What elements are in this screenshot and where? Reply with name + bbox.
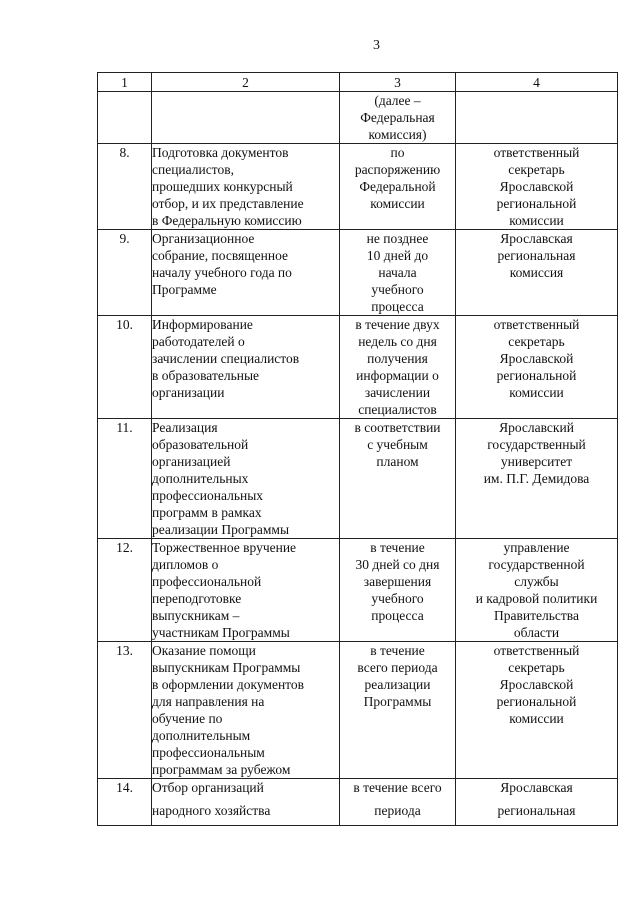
responsible-line: ответственный	[493, 643, 580, 658]
responsible-cell	[456, 230, 618, 316]
term-line: в соответствии	[354, 420, 441, 435]
term-line: зачислении	[364, 385, 431, 400]
action-line: реализации Программы	[152, 522, 290, 537]
action-cell	[152, 316, 340, 419]
term-line: в течение всего	[353, 780, 442, 795]
action-line: профессиональных	[152, 488, 264, 503]
term-line: в течение	[370, 540, 425, 555]
action-line: Программе	[152, 282, 217, 297]
action-line: дипломов о	[152, 557, 219, 572]
term-cell	[340, 316, 456, 419]
column-number-3: 3	[340, 73, 456, 92]
term-line: 10 дней до	[366, 248, 429, 263]
responsible-line: государственный	[487, 437, 586, 452]
term-line: недель со дня	[358, 334, 437, 349]
action-cell	[152, 779, 340, 826]
term-line: 30 дней со дня	[355, 557, 440, 572]
responsible-line: региональная	[497, 803, 576, 818]
term-line: в течение двух	[355, 317, 440, 332]
responsible-cell	[456, 144, 618, 230]
responsible-cell	[456, 92, 618, 144]
action-line: программ в рамках	[152, 505, 262, 520]
action-line: началу учебного года по	[152, 265, 292, 280]
term-line: информации о	[356, 368, 439, 383]
action-line: Оказание помощи	[152, 643, 256, 658]
action-line: Торжественное вручение	[152, 540, 297, 555]
term-cell	[340, 539, 456, 642]
term-line: не позднее	[366, 231, 429, 246]
action-line: собрание, посвященное	[152, 248, 288, 263]
action-cell	[152, 539, 340, 642]
responsible-line: и кадровой политики	[475, 591, 598, 606]
table-row	[98, 642, 618, 779]
action-line: Организационное	[152, 231, 255, 246]
responsible-line: области	[513, 625, 560, 640]
column-number-1: 1	[98, 73, 152, 92]
table-row	[98, 230, 618, 316]
column-number-row	[98, 73, 618, 92]
responsible-cell	[456, 779, 618, 826]
responsible-cell	[456, 419, 618, 539]
page-number: 3	[373, 38, 380, 53]
action-cell	[152, 92, 340, 144]
action-line: дополнительных	[152, 471, 249, 486]
action-cell	[152, 230, 340, 316]
term-line: завершения	[363, 574, 432, 589]
column-number-2: 2	[152, 73, 340, 92]
row-number: 12.	[116, 540, 133, 555]
term-line: комиссии	[370, 196, 425, 211]
action-line: Подготовка документов	[152, 145, 289, 160]
term-line: в течение	[370, 643, 425, 658]
responsible-cell	[456, 316, 618, 419]
responsible-line: государственной	[488, 557, 585, 572]
action-line: для направления на	[152, 694, 265, 709]
row-number-cell	[98, 539, 152, 642]
table-row	[98, 92, 618, 144]
row-number-cell	[98, 144, 152, 230]
term-line: процесса	[371, 299, 424, 314]
term-cell	[340, 92, 456, 144]
table-row	[98, 419, 618, 539]
action-line: выпускникам Программы	[152, 660, 301, 675]
responsible-line: Ярославской	[499, 179, 574, 194]
action-line: обучение по	[152, 711, 223, 726]
term-line: специалистов	[358, 402, 437, 417]
schedule-table	[97, 72, 618, 826]
term-line: по	[390, 145, 405, 160]
term-cell	[340, 419, 456, 539]
row-number: 8.	[119, 145, 130, 160]
action-line: Реализация	[152, 420, 218, 435]
term-line: процесса	[371, 608, 424, 623]
term-cell	[340, 779, 456, 826]
row-number-cell	[98, 779, 152, 826]
table-row	[98, 316, 618, 419]
action-line: народного хозяйства	[152, 803, 271, 818]
row-number: 10.	[116, 317, 133, 332]
responsible-line: комиссии	[509, 385, 564, 400]
responsible-line: службы	[514, 574, 559, 589]
term-line: планом	[376, 454, 419, 469]
term-line: распоряжению	[354, 162, 441, 177]
term-cell	[340, 642, 456, 779]
action-line: специалистов,	[152, 162, 234, 177]
action-line: профессиональной	[152, 574, 262, 589]
responsible-line: ответственный	[493, 317, 580, 332]
responsible-line: Ярославская	[500, 780, 573, 795]
action-line: Отбор организаций	[152, 780, 264, 795]
table-row	[98, 539, 618, 642]
table-row	[98, 144, 618, 230]
term-line: периода	[374, 803, 421, 818]
action-line: работодателей о	[152, 334, 245, 349]
action-line: зачислении специалистов	[152, 351, 300, 366]
action-line: дополнительным	[152, 728, 251, 743]
action-line: отбор, и их представление	[152, 196, 304, 211]
responsible-line: ответственный	[493, 145, 580, 160]
term-cell	[340, 144, 456, 230]
term-line: Федеральной	[359, 179, 436, 194]
responsible-line: региональной	[496, 694, 577, 709]
row-number-cell	[98, 419, 152, 539]
row-number: 9.	[119, 231, 130, 246]
row-number-cell	[98, 316, 152, 419]
term-line: реализации	[364, 677, 431, 692]
responsible-cell	[456, 642, 618, 779]
action-line: выпускникам –	[152, 608, 240, 623]
responsible-line: комиссии	[509, 711, 564, 726]
term-line: комиссия)	[368, 127, 427, 142]
responsible-line: университет	[500, 454, 573, 469]
term-line: получения	[367, 351, 428, 366]
term-line: учебного	[371, 591, 424, 606]
responsible-line: Ярославской	[499, 351, 574, 366]
action-cell	[152, 419, 340, 539]
responsible-line: Ярославской	[499, 677, 574, 692]
responsible-line: Ярославская	[500, 231, 573, 246]
action-line: Информирование	[152, 317, 253, 332]
responsible-line: секретарь	[508, 162, 565, 177]
column-number-4: 4	[456, 73, 618, 92]
term-line: Федеральная	[360, 110, 435, 125]
responsible-line: Правительства	[494, 608, 579, 623]
responsible-cell	[456, 539, 618, 642]
row-number-cell	[98, 642, 152, 779]
responsible-line: им. П.Г. Демидова	[483, 471, 590, 486]
table-body	[98, 73, 618, 826]
action-line: организации	[152, 385, 225, 400]
responsible-line: Ярославский	[499, 420, 574, 435]
table-row	[98, 779, 618, 826]
responsible-line: региональной	[496, 196, 577, 211]
term-cell	[340, 230, 456, 316]
action-line: в оформлении документов	[152, 677, 305, 692]
responsible-line: региональной	[496, 368, 577, 383]
action-line: образовательной	[152, 437, 249, 452]
row-number: 13.	[116, 643, 133, 658]
term-line: учебного	[371, 282, 424, 297]
action-line: в Федеральную комиссию	[152, 213, 302, 228]
action-line: участникам Программы	[152, 625, 290, 640]
row-number-cell	[98, 230, 152, 316]
responsible-line: региональная	[497, 248, 576, 263]
action-cell	[152, 144, 340, 230]
term-line: Программы	[363, 694, 432, 709]
action-line: в образовательные	[152, 368, 260, 383]
row-number: 11.	[116, 420, 133, 435]
term-line: (далее –	[374, 93, 421, 108]
responsible-line: комиссии	[509, 213, 564, 228]
action-line: организацией	[152, 454, 231, 469]
action-cell	[152, 642, 340, 779]
term-line: с учебным	[367, 437, 428, 452]
responsible-line: управление	[503, 540, 570, 555]
row-number: 14.	[116, 780, 133, 795]
action-line: переподготовке	[152, 591, 242, 606]
action-line: программам за рубежом	[152, 762, 291, 777]
action-line: профессиональным	[152, 745, 265, 760]
term-line: начала	[378, 265, 417, 280]
responsible-line: секретарь	[508, 334, 565, 349]
responsible-line: комиссия	[509, 265, 564, 280]
action-line: прошедших конкурсный	[152, 179, 293, 194]
row-number-cell	[98, 92, 152, 144]
term-line: всего периода	[357, 660, 438, 675]
responsible-line: секретарь	[508, 660, 565, 675]
